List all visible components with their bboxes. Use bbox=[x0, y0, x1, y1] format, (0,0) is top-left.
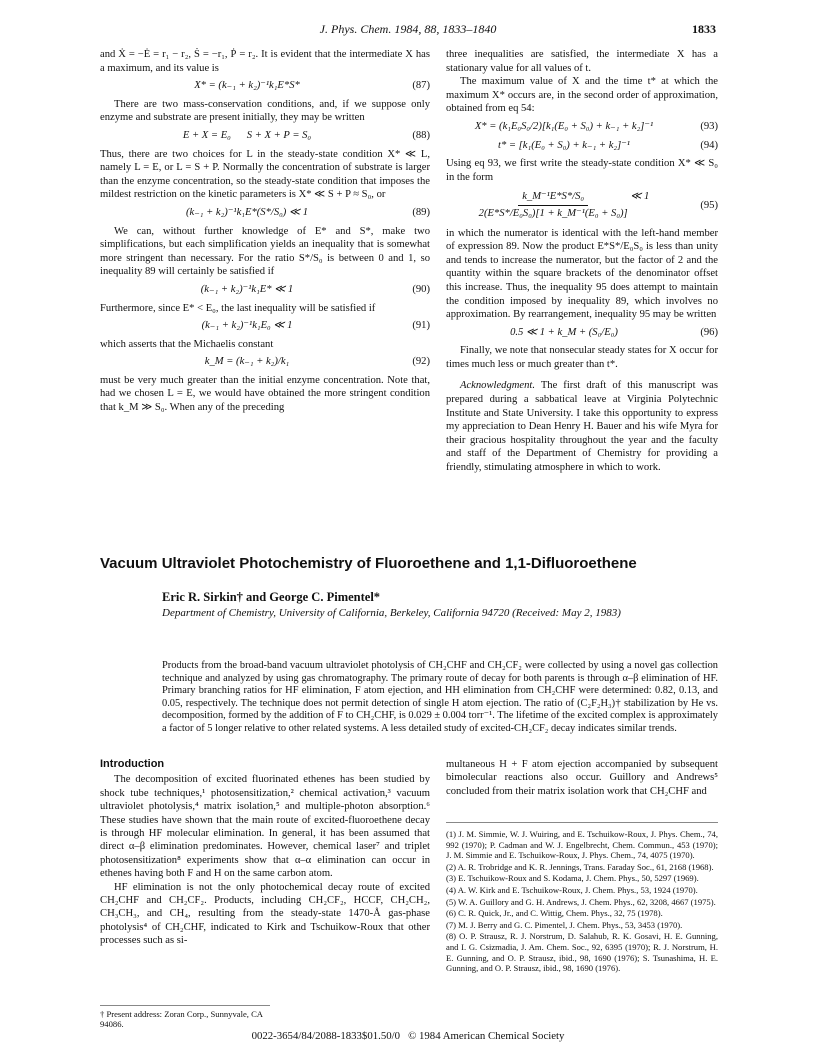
equation-87 bbox=[100, 79, 430, 93]
equation-expression bbox=[446, 190, 682, 220]
paragraph: in which the numerator is identical with the left-hand member of expression 89. Now the product E*S*/E₀S₀ is less than unity and tends to increase the numerator, but the factor of 2 and the quantity within the square brackets of the denominator offset this increase. Thus, the inequality 95 does attempt to maintain the condition imposed by inequality 89, which involves no approximation. By rearrangement, inequality 95 may be written bbox=[446, 227, 718, 321]
equation-88 bbox=[100, 129, 430, 143]
equation-number: (88) bbox=[412, 129, 430, 141]
paragraph: Thus, there are two choices for L in the steady-state condition X* ≪ L, namely L = E, or L = S + P. Normally the concentration of substrate is larger than the enzyme concentration, so the steady-state condition that imposes the mildest restriction on the kinetic parameters is X* ≪ S + P ≈ S₀, or bbox=[100, 148, 430, 201]
footnote: † Present address: Zoran Corp., Sunnyvale, CA 94086. bbox=[100, 1005, 270, 1029]
paragraph: Using eq 93, we first write the steady-state condition X* ≪ S₀ in the form bbox=[446, 158, 718, 183]
equation-number: (94) bbox=[700, 139, 718, 151]
journal-citation: J. Phys. Chem. 1984, 88, 1833–1840 bbox=[319, 22, 497, 36]
paragraph: The maximum value of X and the time t* at which the maximum X* occurs are, in the second order of approximation, obtained from eq 54: bbox=[446, 76, 718, 115]
introduction-right bbox=[446, 758, 718, 798]
fraction-numerator: k_M⁻¹E*S*/S₀ bbox=[518, 190, 588, 206]
equation-89 bbox=[100, 206, 430, 220]
reference: (6) C. R. Quick, Jr., and C. Wittig, Chem. Phys., 32, 75 (1978). bbox=[446, 908, 663, 919]
copyright-line: 0022-3654/84/2088-1833$01.50/0 © 1984 American Chemical Society bbox=[251, 1030, 565, 1042]
reference-list bbox=[446, 822, 718, 975]
equation-number: (96) bbox=[700, 326, 718, 338]
equation-expression: E + X = E₀ S + X + P = S₀ bbox=[182, 129, 312, 141]
equation-expression: t* = [k₁(E₀ + S₀) + k₋₁ + k₂]⁻¹ bbox=[498, 139, 630, 151]
equation-number: (87) bbox=[412, 80, 430, 92]
reference: (2) A. R. Trobridge and K. R. Jennings, Trans. Faraday Soc., 61, 2168 (1968). bbox=[446, 861, 714, 872]
equation-number: (90) bbox=[412, 283, 430, 295]
equation-expression: X* = (k₋₁ + k₂)⁻¹k₁E*S* bbox=[194, 80, 300, 92]
paragraph: There are two mass-conservation conditions, and, if we suppose only enzyme and substrate are present initially, they may be written bbox=[100, 98, 430, 124]
reference: (8) O. P. Strausz, R. J. Norstrum, D. Salahub, R. K. Gosavi, H. E. Gunning, and I. G. Csizmadia, J. Am. Chem. Soc., 92, 6395 (1970); R. J. Norstrum, H. E. Gunning, and O. P. Strausz, ibid., 98, 1690 (1976); S. Tsunashima, H. E. Gunning, and O. P. Strausz, ibid., 98, 1690 (1976). bbox=[446, 931, 718, 974]
abstract: Products from the broad-band vacuum ultraviolet photolysis of CH₂CHF and CH₂CF₂ were collected by using a novel gas collection technique and analyzed by using gas chromatography. The primary route of decay for both parents is through α–β elimination of HF. Primary branching ratios for HF elimination, F atom ejection, and HH elimination from CH₂CHF were determined: 0.82, 0.13, and 0.05, respectively. The technique does not permit detection of single H atom ejection. The ratio of (C₂F₂H₃)† stabilization by He vs. decomposition, formed by the addition of F to CH₂CHF, is 0.029 ± 0.004 torr⁻¹. The lifetime of the excited complex is approximately a factor of 5 longer relative to other related systems. A less detailed study of excited-CH₂CF₂ decay indicates similar trends. bbox=[162, 660, 718, 734]
introduction-left bbox=[100, 758, 430, 948]
equation-91 bbox=[100, 319, 430, 333]
paragraph: The decomposition of excited fluorinated ethenes has been studied by shock tube techniques,¹ photosensitization,² chemical activation,³ vacuum ultraviolet photolysis,⁴ matrix isolation,⁵ and multiple-photon absorption.⁶ These studies have shown that the main route of excited-fluoroethene decay is through HF molecular elimination. In general, it has been assumed that direct α–β elimination predominates. However, chemical laser⁷ and triplet photosensitization⁸ experiments show that α–α elimination can occur in ethenes having both F and H on the same carbon atom. bbox=[100, 774, 430, 880]
equation-expression: X* = (k₁E₀S₀/2)[k₁(E₀ + S₀) + k₋₁ + k₂]⁻¹ bbox=[474, 120, 654, 132]
paragraph: three inequalities are satisfied, the intermediate X has a stationary value for all values of t. bbox=[446, 49, 718, 74]
paragraph: HF elimination is not the only photochemical decay route of excited CH₂CHF and CH₂CF₂. Products, including CH₂CF₂, HCCF, CH₂CH₂, CH₃CH₃, and CH₄, resulting from the steady-state 1470-Å gas-phase photolysis⁴ of CH₂CHF, indicated to Kirk and Tschuikow-Roux that other processes such as si- bbox=[100, 881, 430, 947]
equation-expression: k_M = (k₋₁ + k₂)/k₁ bbox=[204, 356, 290, 368]
equation-93 bbox=[446, 120, 718, 134]
acknowledgment bbox=[446, 379, 718, 474]
paragraph: Furthermore, since E* < E₀, the last inequality will be satisfied if bbox=[100, 302, 376, 314]
equation-92 bbox=[100, 355, 430, 369]
acknowledgment-text: The first draft of this manuscript was prepared during a sabbatical leave at Virginia Polytechnic Institute and State University. I take this opportunity to express my appreciation to Dean Henry H. Bauer and his wife Myra for their gracious hospitality throughout the year and the faculty and staff of the Department of Chemistry for providing a friendly, stimulating atmosphere in which to work. bbox=[446, 380, 718, 474]
equation-95 bbox=[446, 190, 718, 220]
equation-number: (93) bbox=[700, 120, 718, 132]
equation-number: (91) bbox=[412, 320, 430, 332]
article-authors: Eric R. Sirkin† and George C. Pimentel* bbox=[162, 590, 381, 604]
inequality-rhs: ≪ 1 bbox=[630, 191, 650, 203]
equation-number: (92) bbox=[412, 356, 430, 368]
reference: (4) A. W. Kirk and E. Tschuikow-Roux, J. Chem. Phys., 53, 1924 (1970). bbox=[446, 884, 698, 895]
equation-number: (89) bbox=[412, 206, 430, 218]
equation-96 bbox=[446, 326, 718, 340]
fraction-denominator: 2(E*S*/E₀S₀)[1 + k_M⁻¹(E₀ + S₀)] bbox=[478, 207, 628, 219]
reference: (5) W. A. Guillory and G. H. Andrews, J. Chem. Phys., 62, 3208, 4667 (1975). bbox=[446, 896, 716, 907]
reference: (3) E. Tschuikow-Roux and S. Kodama, J. Chem. Phys., 50, 5297 (1969). bbox=[446, 873, 699, 884]
fraction bbox=[479, 190, 628, 220]
right-column bbox=[446, 48, 718, 475]
equation-number: (95) bbox=[700, 199, 718, 211]
reference: (7) M. J. Berry and G. C. Pimentel, J. Chem. Phys., 53, 3453 (1970). bbox=[446, 919, 683, 930]
equation-94 bbox=[446, 139, 718, 153]
equation-expression: (k₋₁ + k₂)⁻¹k₁E*(S*/S₀) ≪ 1 bbox=[185, 206, 309, 218]
paragraph: We can, without further knowledge of E* and S*, make two simplifications, but each simplification yields an inequality that is somewhat more stringent than necessary. For the ratio S*/S₀ is between 0 and 1, so inequality 89 will certainly be satisfied if bbox=[100, 225, 430, 278]
paragraph: which asserts that the Michaelis constant bbox=[100, 338, 274, 350]
equation-expression: 0.5 ≪ 1 + k_M + (S₀/E₀) bbox=[510, 326, 618, 338]
reference: (1) J. M. Simmie, W. J. Wuiring, and E. Tschuikow-Roux, J. Phys. Chem., 74, 992 (1970); P. Cadman and W. J. Engelbrecht, Chem. Commun., 453 (1970); J. M. Simmie and E. Tschuikow-Roux, J. Phys. Chem., 74, 4075 (1970). bbox=[446, 829, 718, 861]
paragraph: Finally, we note that nonsecular steady states for X occur for times much less or much greater than t*. bbox=[446, 345, 718, 370]
article-title: Vacuum Ultraviolet Photochemistry of Fluoroethene and 1,1-Difluoroethene bbox=[100, 555, 637, 572]
running-header bbox=[100, 22, 716, 40]
section-heading: Introduction bbox=[100, 758, 165, 770]
paragraph: multaneous H + F atom ejection accompanied by subsequent bimolecular reactions also occur. Guillory and Andrews⁵ concluded from their matrix isolation work that CH₂CHF and bbox=[446, 759, 718, 797]
acknowledgment-label: Acknowledgment. bbox=[460, 380, 536, 392]
equation-expression: (k₋₁ + k₂)⁻¹k₁E₀ ≪ 1 bbox=[201, 320, 293, 332]
page-number: 1833 bbox=[692, 22, 716, 36]
left-column bbox=[100, 48, 430, 415]
article-affiliation: Department of Chemistry, University of California, Berkeley, California 94720 (Received: May 2, 1983) bbox=[162, 607, 621, 619]
paragraph: must be very much greater than the initial enzyme concentration. Note that, had we chosen L = E, we would have obtained the more stringent condition that k_M ≫ S₀. When any of the preceding bbox=[100, 374, 430, 414]
paragraph: and Ẋ = −Ė = r₁ − r₂, Ṡ = −r₁, Ṗ = r₂. It is evident that the intermediate X has a maximum, and its value is bbox=[100, 49, 430, 74]
equation-90 bbox=[100, 283, 430, 297]
equation-expression: (k₋₁ + k₂)⁻¹k₁E* ≪ 1 bbox=[200, 283, 294, 295]
